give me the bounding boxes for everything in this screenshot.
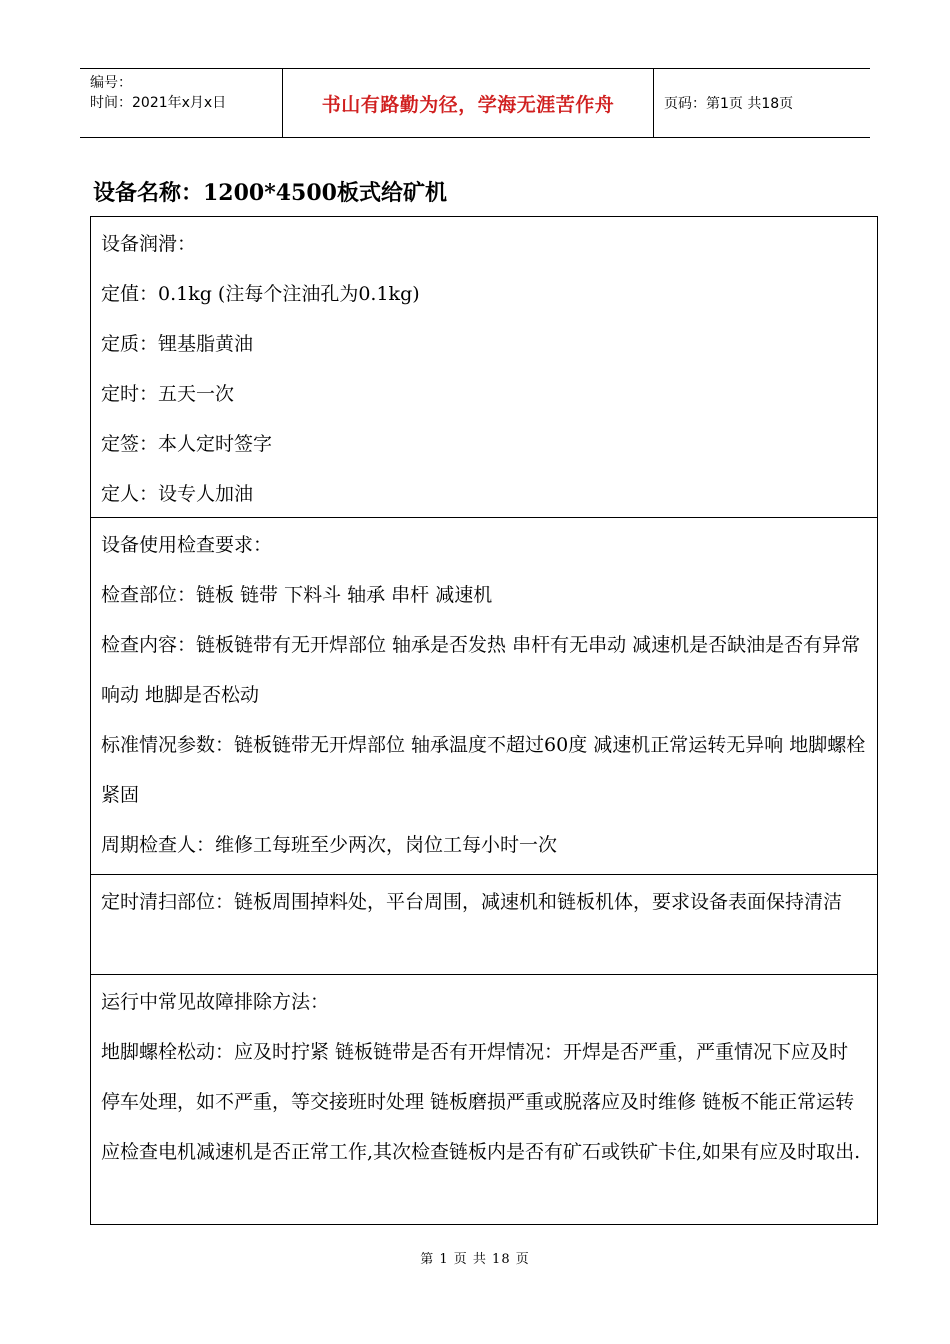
lubrication-quantity: 定值：0.1kg (注每个注油孔为0.1kg)	[101, 283, 420, 305]
troubleshooting-text: 地脚螺栓松动：应及时拧紧 链板链带是否有开焊情况：开焊是否严重，严重情况下应及时停车处理，如不严重，等交接班时处理 链板磨损严重或脱落应及时维修 链板不能正常运转应检查电机减速机是否正常工作,其次检查链板内是否有矿石或铁矿卡住,如果有应及时取出.	[101, 1041, 861, 1163]
lubrication-signature: 定签：本人定时签字	[101, 433, 273, 455]
inspection-inspector: 周期检查人：维修工每班至少两次，岗位工每小时一次	[101, 834, 558, 856]
lubrication-quality: 定质：锂基脂黄油	[101, 333, 254, 355]
lubrication-person: 定人：设专人加油	[101, 483, 254, 505]
troubleshooting-section	[91, 975, 877, 1224]
page-footer: 第 1 页 共 18 页	[420, 1252, 530, 1267]
time-label: 时间：2021年x月x日	[90, 95, 227, 111]
lubrication-timing: 定时：五天一次	[101, 383, 235, 405]
document-title: 设备名称：1200*4500板式给矿机	[93, 180, 447, 206]
equipment-table	[90, 216, 878, 1225]
header-motto: 书山有路勤为径，学海无涯苦作舟	[282, 69, 654, 137]
number-label: 编号：	[90, 75, 132, 91]
inspection-content: 检查内容：链板链带有无开焊部位 轴承是否发热 串杆有无串动 减速机是否缺油是否有异常响动 地脚是否松动	[101, 634, 861, 706]
inspection-standard: 标准情况参数：链板链带无开焊部位 轴承温度不超过60度 减速机正常运转无异响 地脚螺栓紧固	[101, 734, 866, 806]
cleaning-text: 定时清扫部位：链板周围掉料处，平台周围，减速机和链板机体，要求设备表面保持清洁	[101, 891, 843, 913]
header-meta	[80, 69, 282, 137]
troubleshooting-heading: 运行中常见故障排除方法：	[101, 991, 330, 1013]
inspection-section	[91, 518, 877, 875]
inspection-heading: 设备使用检查要求：	[101, 534, 273, 556]
page-header	[80, 68, 870, 138]
inspection-parts: 检查部位：链板 链带 下料斗 轴承 串杆 减速机	[101, 584, 493, 606]
lubrication-section	[91, 217, 877, 518]
lubrication-heading: 设备润滑：	[101, 233, 197, 255]
cleaning-section	[91, 875, 877, 975]
header-page-info: 页码：第1页 共18页	[664, 96, 794, 112]
